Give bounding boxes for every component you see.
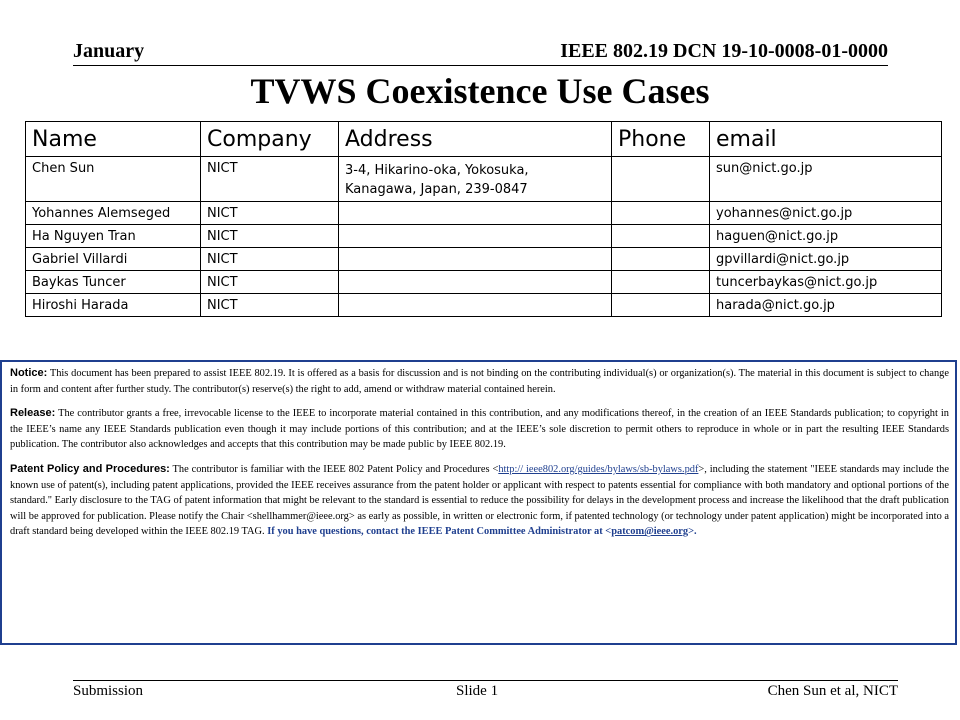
author-table xyxy=(25,121,942,317)
cell-phone xyxy=(612,271,710,294)
notice-paragraph xyxy=(10,366,949,397)
patent-paragraph xyxy=(10,462,949,540)
address-line-1: 3-4, Hikarino-oka, Yokosuka, xyxy=(345,163,529,178)
patent-policy-link[interactable]: http:// ieee802.org/guides/bylaws/sb-bylaws.pdf xyxy=(498,463,699,475)
patcom-email-link[interactable]: patcom@ieee.org xyxy=(611,526,689,538)
address-line-2: Kanagawa, Japan, 239-0847 xyxy=(345,182,528,197)
patent-text-2: >, including the statement "IEEE standards may include the known use of patent(s), including patent applications, provided the IEEE receives assurance from the patent holder or applicant with respect to patents essential for compliance with both mandatory and optional portions of the standard." Early disclosure to the TAG of patent information that might be relevant to the standard is essential to reduce the possibility for delays in the development process and increase the likelihood that the draft publication will be approved for publication. Please notify the Chair <shellhammer@ieee.org> as early as possible, in written or electronic form, if patented technology (or technology under patent application) might be incorporated into a draft standard being developed within the IEEE 802.19 TAG. xyxy=(10,463,949,538)
cell-email: yohannes@nict.go.jp xyxy=(710,202,942,225)
column-header-name: Name xyxy=(26,122,201,157)
cell-phone xyxy=(612,202,710,225)
notice-label: Notice: xyxy=(10,367,48,379)
slide-title: TVWS Coexistence Use Cases xyxy=(250,71,710,111)
table-row xyxy=(26,248,942,271)
release-label: Release: xyxy=(10,407,56,420)
patent-contact-lt: < xyxy=(602,526,612,538)
column-header-address: Address xyxy=(339,122,612,157)
cell-name: Chen Sun xyxy=(26,157,201,202)
cell-phone xyxy=(612,248,710,271)
cell-name: Ha Nguyen Tran xyxy=(26,225,201,248)
table-row xyxy=(26,225,942,248)
footer-slide-number: Slide 1 xyxy=(456,683,499,699)
cell-address xyxy=(339,202,612,225)
column-header-company: Company xyxy=(201,122,339,157)
table-row xyxy=(26,157,942,202)
table-row xyxy=(26,294,942,317)
cell-phone xyxy=(612,225,710,248)
cell-email: sun@nict.go.jp xyxy=(710,157,942,202)
cell-name: Yohannes Alemseged xyxy=(26,202,201,225)
table-header-row xyxy=(26,122,942,157)
patent-contact-text: If you have questions, contact the IEEE Patent Committee Administrator at xyxy=(267,526,603,538)
release-text: The contributor grants a free, irrevocable license to the IEEE to incorporate material contained in this contribution, and any modifications thereof, in the creation of an IEEE Standards publication; to copyright in the IEEE’s name any IEEE Standards publication even though it may include portions of this contribution; and at the IEEE’s sole discretion to permit others to reproduce in whole or in part the resulting IEEE Standards publication. The contributor also acknowledges and accepts that this contribution may be made public by IEEE 802.19. xyxy=(10,408,949,451)
footer-submission: Submission xyxy=(73,683,144,699)
column-header-phone: Phone xyxy=(612,122,710,157)
footer-divider xyxy=(73,680,898,681)
cell-address xyxy=(339,157,612,202)
cell-address xyxy=(339,271,612,294)
cell-phone xyxy=(612,157,710,202)
cell-name: Baykas Tuncer xyxy=(26,271,201,294)
header-divider xyxy=(73,65,888,66)
cell-phone xyxy=(612,294,710,317)
cell-company: NICT xyxy=(201,271,339,294)
notice-text: This document has been prepared to assist IEEE 802.19. It is offered as a basis for discussion and is not binding on the contributing individual(s) or organization(s). The material in this document is subject to change in form and content after further study. The contributor(s) reserve(s) the right to add, amend or withdraw material contained herein. xyxy=(10,368,949,395)
patent-label: Patent Policy and Procedures: xyxy=(10,462,170,475)
cell-name: Hiroshi Harada xyxy=(26,294,201,317)
cell-email: haguen@nict.go.jp xyxy=(710,225,942,248)
table-row xyxy=(26,271,942,294)
cell-company: NICT xyxy=(201,157,339,202)
column-header-email: email xyxy=(710,122,942,157)
patent-text-1: The contributor is familiar with the IEEE 802 Patent Policy and Procedures < xyxy=(169,463,499,475)
cell-company: NICT xyxy=(201,248,339,271)
release-paragraph xyxy=(10,406,949,453)
header-document-number: IEEE 802.19 DCN 19-10-0008-01-0000 xyxy=(560,40,888,62)
notice-box xyxy=(0,360,957,645)
cell-email: gpvillardi@nict.go.jp xyxy=(710,248,942,271)
cell-email: harada@nict.go.jp xyxy=(710,294,942,317)
cell-address xyxy=(339,225,612,248)
header-month: January xyxy=(73,40,145,62)
cell-address xyxy=(339,248,612,271)
patent-contact-end: >. xyxy=(688,526,697,538)
cell-address xyxy=(339,294,612,317)
cell-company: NICT xyxy=(201,294,339,317)
cell-company: NICT xyxy=(201,202,339,225)
cell-name: Gabriel Villardi xyxy=(26,248,201,271)
cell-company: NICT xyxy=(201,225,339,248)
table-row xyxy=(26,202,942,225)
cell-email: tuncerbaykas@nict.go.jp xyxy=(710,271,942,294)
footer-author: Chen Sun et al, NICT xyxy=(767,683,898,699)
